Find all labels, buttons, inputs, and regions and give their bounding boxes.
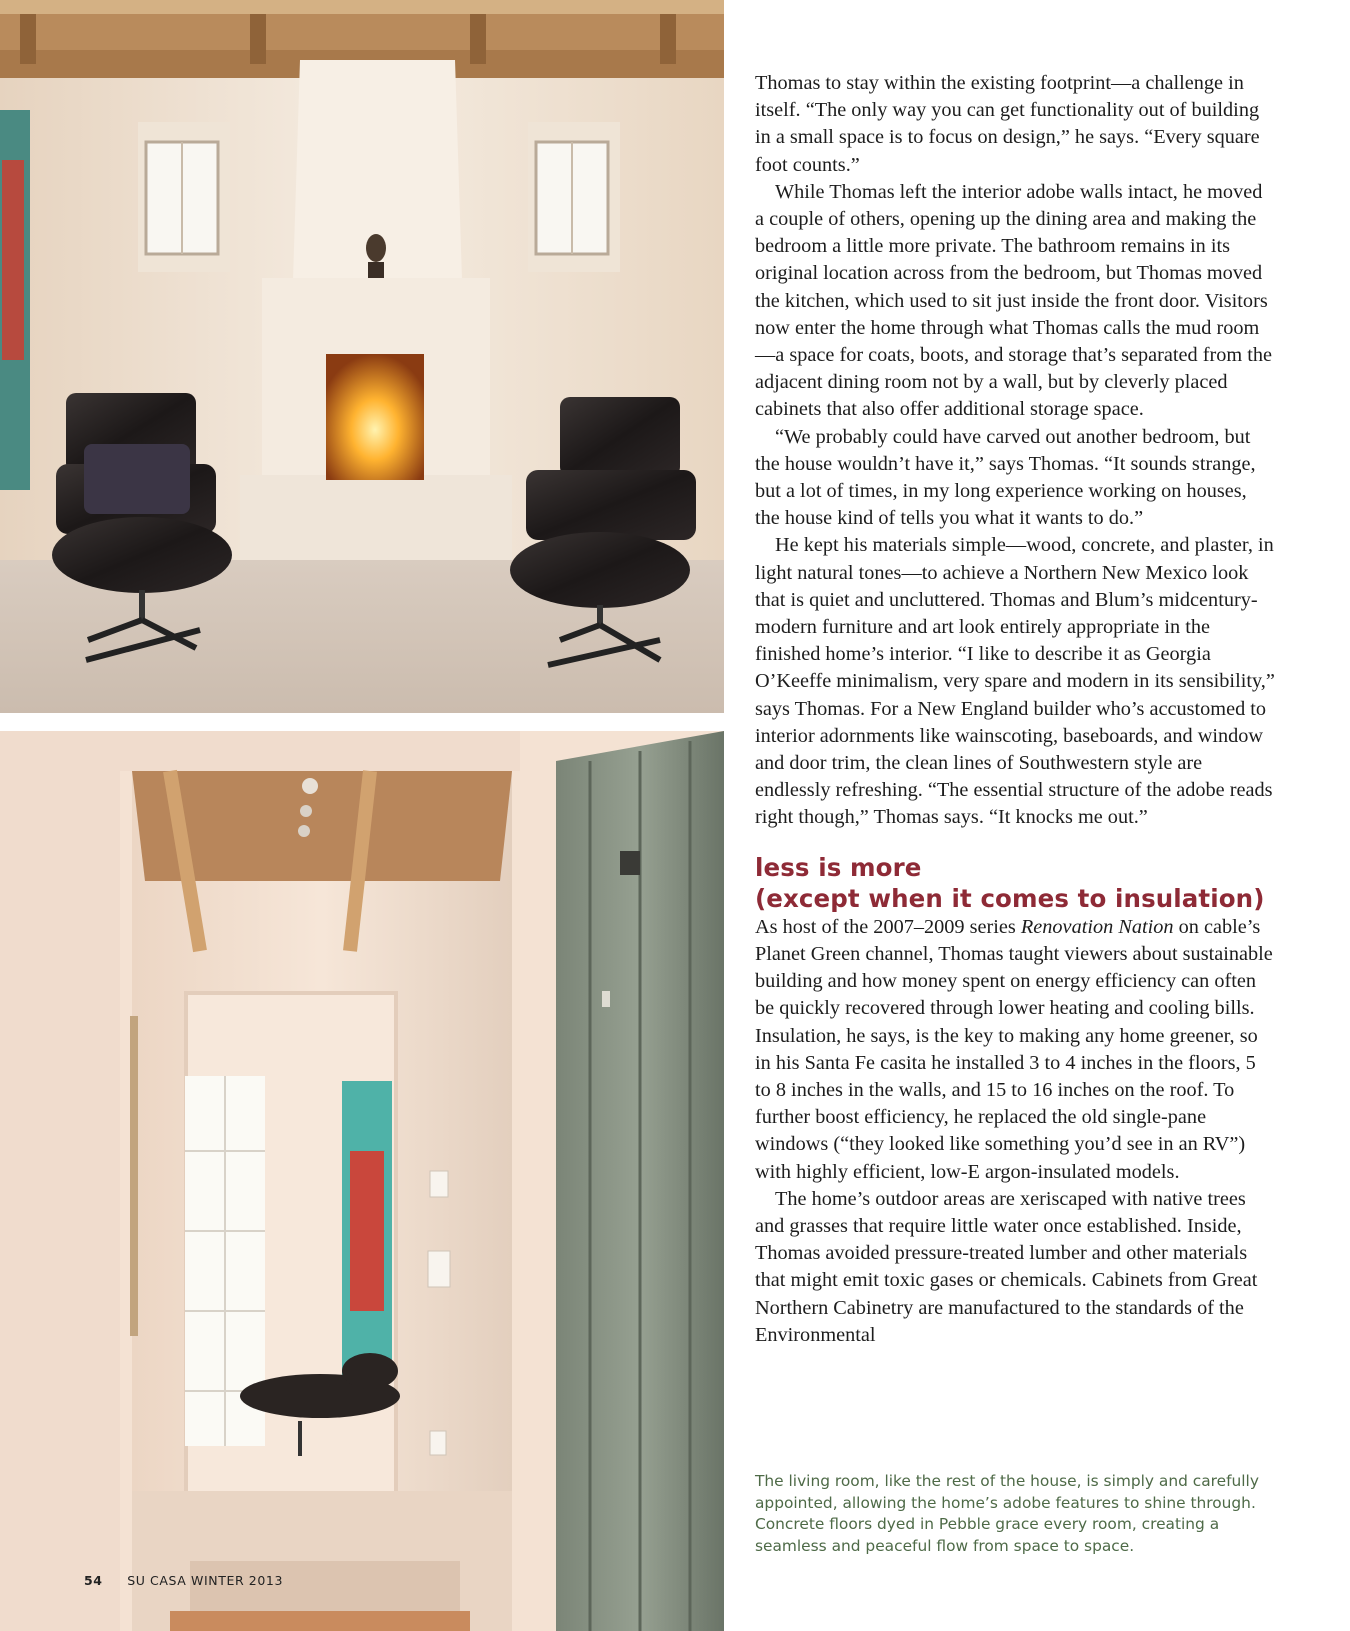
article-paragraph: While Thomas left the interior adobe walls intact, he moved a couple of others, opening up the dining area and making the bedroom a little more private. The bathroom remains in its original location across from the bedroom, but Thomas moved the kitchen, which used to sit just inside the front door. Visitors now enter the home through what Thomas calls the mud room—a space for coats, boots, and storage that’s separated from the adjacent dining room not by a wall, but by cleverly placed cabinets that also offer additional storage space.: [755, 180, 1272, 421]
article-paragraph: Thomas to stay within the existing footprint—a challenge in itself. “The only way you can get functionality out of building in a small space is to focus on design,” he says. “Every square foot counts.”: [755, 72, 1260, 176]
article-body: [755, 70, 1275, 1349]
photo-caption: The living room, like the rest of the house, is simply and carefully appointed, allowing the home’s adobe features to shine through. Concrete floors dyed in Pebble grace every room, creating a seamless and peaceful flow from space to space.: [755, 1472, 1259, 1555]
paragraph-text: As host of the 2007–2009 series: [755, 915, 1021, 938]
subhead-line-1: less is more: [755, 852, 922, 882]
publication-name: SU CASA WINTER 2013: [127, 1573, 284, 1588]
article-paragraph: He kept his materials simple—wood, concrete, and plaster, in light natural tones—to achieve a Northern New Mexico look that is quiet and uncluttered. Thomas and Blum’s midcentury-modern furniture and art look entirely appropriate in the finished home’s interior. “I like to describe it as Georgia O’Keeffe minimalism, very spare and modern in its sensibility,” says Thomas. For a New England builder who’s accustomed to interior adornments like wainscoting, baseboards, and window and door trim, the clean lines of Southwestern style are endlessly refreshing. “The essential structure of the adobe reads right though,” Thomas says. “It knocks me out.”: [755, 534, 1275, 829]
article-paragraph: [755, 914, 1275, 1186]
page-number: 54: [84, 1573, 103, 1588]
section-subhead: [755, 852, 1275, 914]
subhead-line-2: (except when it comes to insulation): [755, 883, 1265, 913]
article-paragraph: “We probably could have carved out another bedroom, but the house wouldn’t have it,” says Thomas. “It sounds strange, but a lot of times, in my long experience working on houses, the house kind of tells you what it wants to do.”: [755, 425, 1256, 530]
paragraph-text: on cable’s Planet Green channel, Thomas taught viewers about sustainable building and how money spent on energy efficiency can often be quickly recovered through lower heating and cooling bills. Insulation, he says, is the key to making any home greener, so in his Santa Fe casita he installed 3 to 4 inches in the floors, 5 to 8 inches in the walls, and 15 to 16 inches on the roof. To further boost efficiency, he replaced the old single-pane windows (“they looked like something you’d see in an RV”) with highly efficient, low-E argon-insulated models.: [755, 915, 1273, 1183]
hallway-photo: [0, 731, 724, 1631]
living-room-photo: [0, 0, 724, 713]
show-title: Renovation Nation: [1020, 915, 1174, 938]
page-folio: [84, 1573, 283, 1588]
article-paragraph: The home’s outdoor areas are xeriscaped with native trees and grasses that require little water once established. Inside, Thomas avoided pressure-treated lumber and other materials that might emit toxic gases or chemicals. Cabinets from Great Northern Cabinetry are manufactured to the standards of the Environmental: [755, 1187, 1258, 1346]
